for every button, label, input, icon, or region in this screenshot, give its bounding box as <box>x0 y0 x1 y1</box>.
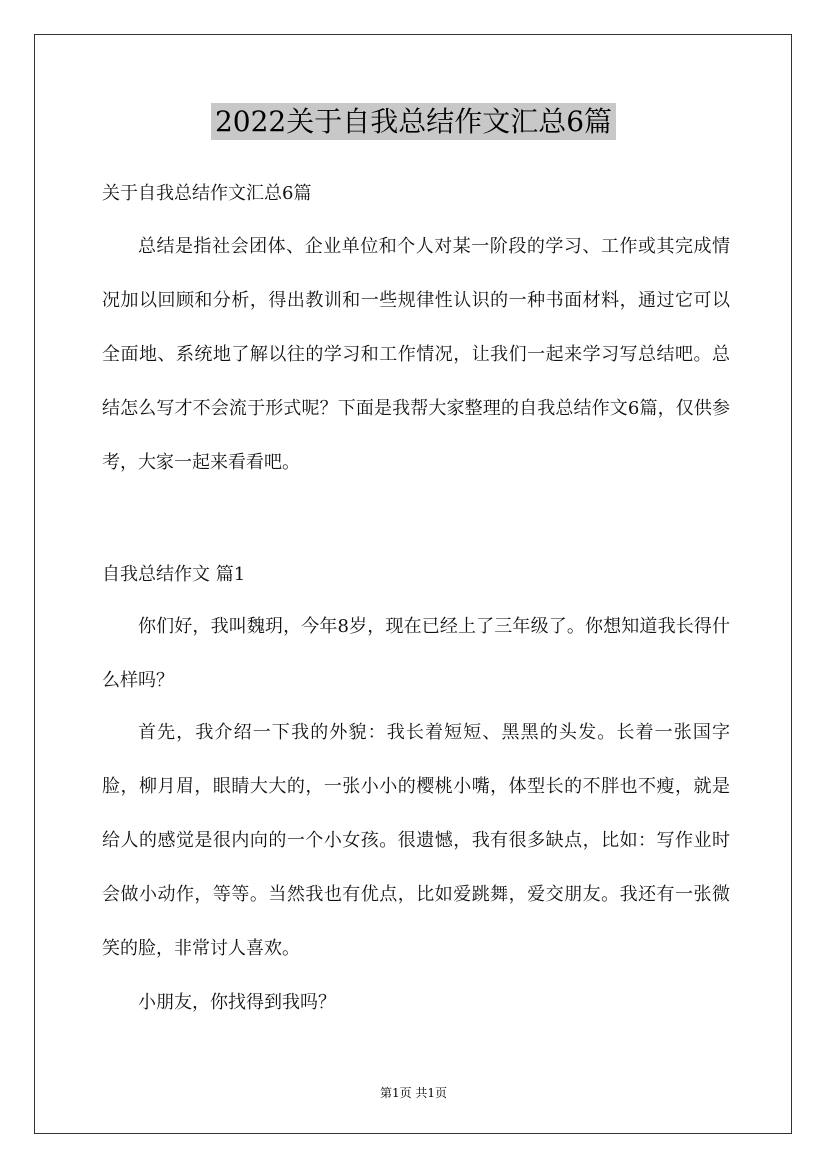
section-paragraph-1: 你们好，我叫魏玥，今年8岁，现在已经上了三年级了。你想知道我长得什么样吗？ <box>102 616 730 691</box>
section-heading: 自我总结作文 篇1 <box>102 564 246 585</box>
intro-paragraph: 总结是指社会团体、企业单位和个人对某一阶段的学习、工作或其完成情况加以回顾和分析，得出教训和一些规律性认识的一种书面材料，通过它可以全面地、系统地了解以往的学习和工作情况，让我们一起来学习写总结吧。总结怎么写才不会流于形式呢？下面是我帮大家整理的自我总结作文6篇，仅供参考，大家一起来看看吧。 <box>102 236 730 473</box>
page-footer: 第1页 共1页 <box>379 1086 448 1100</box>
section-paragraph-3: 小朋友，你找得到我吗？ <box>138 992 336 1013</box>
document-title <box>0 100 827 140</box>
document-subtitle: 关于自我总结作文汇总6篇 <box>102 183 312 204</box>
document-title-text: 2022关于自我总结作文汇总6篇 <box>211 103 616 140</box>
section-paragraph-2: 首先，我介绍一下我的外貌：我长着短短、黑黑的头发。长着一张国字脸，柳月眉，眼睛大大的，一张小小的樱桃小嘴，体型长的不胖也不瘦，就是给人的感觉是很内向的一个小女孩。很遗憾，我有很多缺点，比如：写作业时会做小动作，等等。当然我也有优点，比如爱跳舞，爱交朋友。我还有一张微笑的脸，非常讨人喜欢。 <box>102 722 730 959</box>
